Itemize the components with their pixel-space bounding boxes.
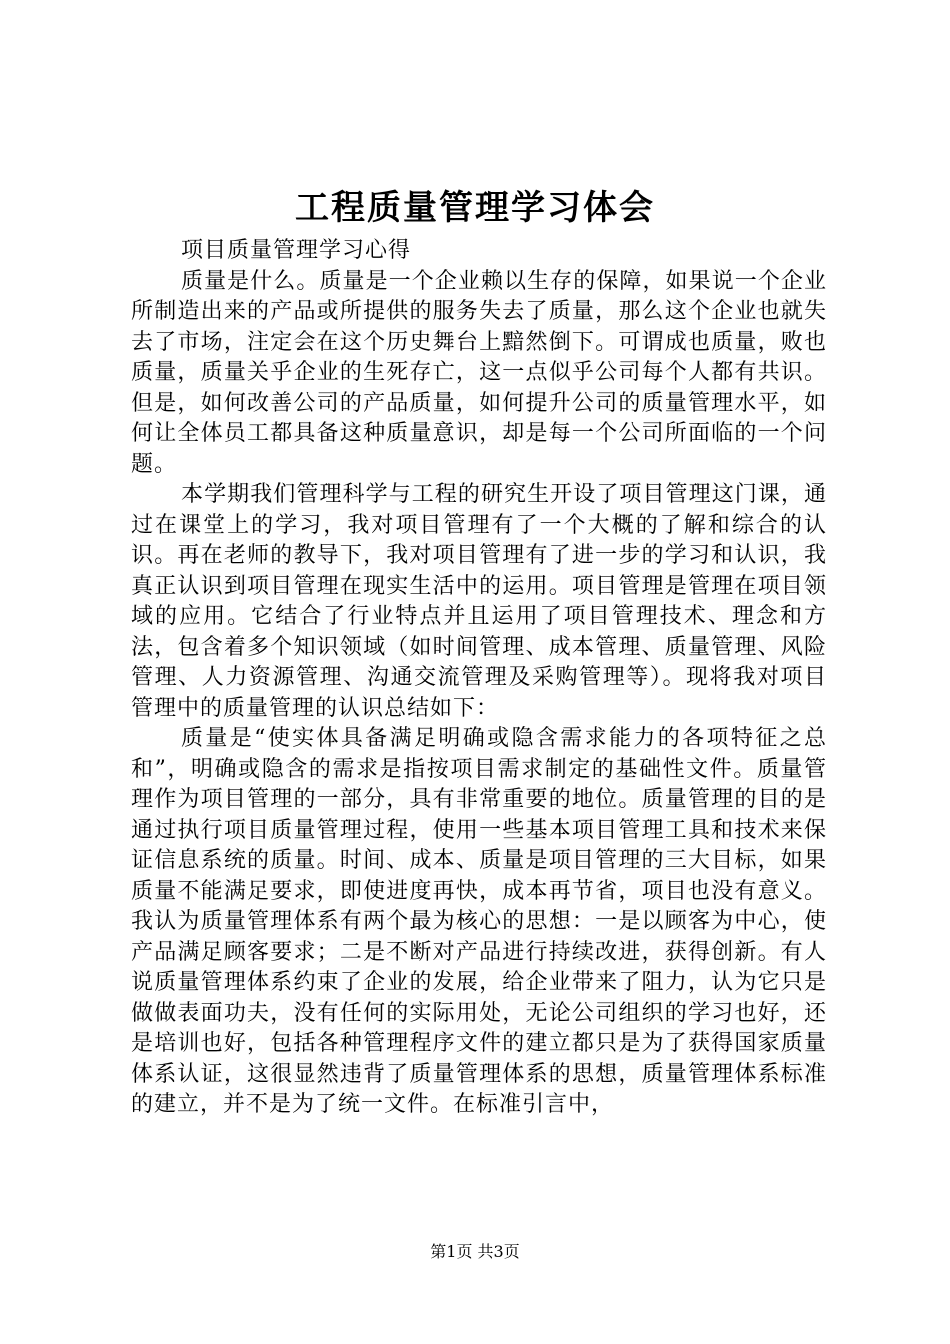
paragraph-subtitle: 项目质量管理学习心得 <box>181 238 412 263</box>
paragraph-2: 本学期我们管理科学与工程的研究生开设了项目管理这门课，通过在课堂上的学习，我对项目管理有了一个大概的了解和综合的认识。再在老师的教导下，我对项目管理有了进一步的学习和认识，我真正认识到项目管理在现实生活中的运用。项目管理是管理在项目领域的应用。它结合了行业特点并且运用了项目管理技术、理念和方法，包含着多个知识领域（如时间管理、成本管理、质量管理、风险管理、人力资源管理、沟通交流管理及采购管理等）。现将我对项目管理中的质量管理的认识总结如下： <box>131 482 827 721</box>
document-title: 工程质量管理学习体会 <box>295 188 655 228</box>
paragraph-3: 质量是“使实体具备满足明确或隐含需求能力的各项特征之总和”，明确或隐含的需求是指按项目需求制定的基础性文件。质量管理作为项目管理的一部分，具有非常重要的地位。质量管理的目的是通过执行项目质量管理过程，使用一些基本项目管理工具和技术来保证信息系统的质量。时间、成本、质量是项目管理的三大目标，如果质量不能满足要求，即使进度再快，成本再节省，项目也没有意义。我认为质量管理体系有两个最为核心的思想：一是以顾客为中心，使产品满足顾客要求；二是不断对产品进行持续改进，获得创新。有人说质量管理体系约束了企业的发展，给企业带来了阻力，认为它只是做做表面功夫，没有任何的实际用处，无论公司组织的学习也好，还是培训也好，包括各种管理程序文件的建立都只是为了获得国家质量体系认证，这很显然违背了质量管理体系的思想，质量管理体系标准的建立，并不是为了统一文件。在标准引言中， <box>131 726 827 1117</box>
document-body <box>131 236 827 1121</box>
paragraph-1: 质量是什么。质量是一个企业赖以生存的保障，如果说一个企业所制造出来的产品或所提供的服务失去了质量，那么这个企业也就失去了市场，注定会在这个历史舞台上黯然倒下。可谓成也质量，败也质量，质量关乎企业的生死存亡，这一点似乎公司每个人都有共识。但是，如何改善公司的产品质量，如何提升公司的质量管理水平，如何让全体员工都具备这种质量意识，却是每一个公司所面临的一个问题。 <box>131 268 827 477</box>
page-number-footer: 第1页 共3页 <box>430 1242 520 1261</box>
